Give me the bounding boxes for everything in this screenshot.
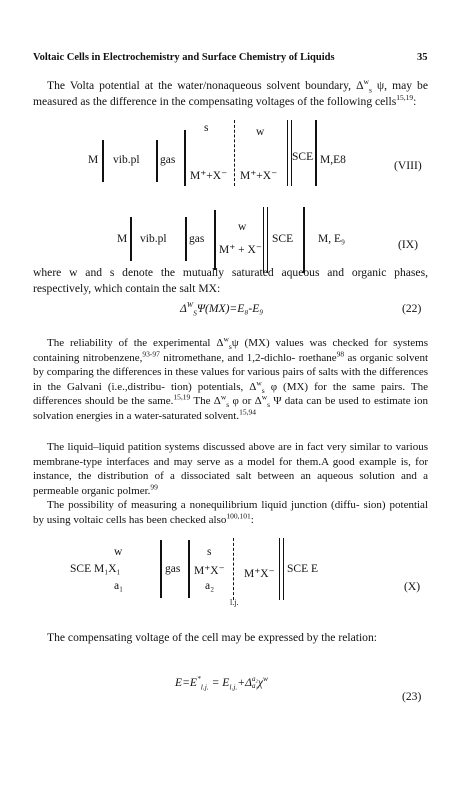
cell-viii-s: s bbox=[204, 122, 209, 134]
cell-x-a1: a₁ bbox=[114, 580, 124, 592]
cell-viii-vibpl: vib.pl bbox=[113, 154, 140, 166]
cell-x-s: s bbox=[207, 546, 212, 558]
cell-viii-salt-s: M⁺+X⁻ bbox=[190, 170, 228, 182]
paragraph-reliability: The reliability of the experimental $\Delta^w_s\psi$ (MX) values was checked for systems containing nitrobenzene,$^{93-97}$ nitromethane, and 1,2-dichlo- roethane$^{98}$ as organic solvent by comparing the differences in these values for various pairs of salts with the differences in the Galvani (i.e.,distribu- tion) potentials, $\Delta^w_s$ φ (MX) for the same pairs. The differences should be the same.$^{15,19}$ The $\Delta^w_s$ φ or $\Delta^w_s$ Ψ data can be used to estimate ion solvation energies in a water-saturated solvent.$^{15,94}$ bbox=[33, 334, 428, 422]
cell-ix-boundary bbox=[214, 210, 216, 270]
cell-viii-boundary bbox=[102, 140, 104, 182]
equation-23: $E=E^*_{l.j.} = E_{l.j.}+\Delta a_2$ $a_1\chi^w$ bbox=[175, 674, 268, 692]
cell-ix-salt-bridge bbox=[263, 207, 268, 273]
cell-viii-liquid-junction bbox=[234, 120, 235, 186]
cell-ix-boundary bbox=[303, 207, 305, 273]
cell-ix-electrode: M, E₉ bbox=[318, 233, 346, 245]
paragraph-phases: where w and s denote the mutually saturated aqueous and organic phases, respectively, which contain the salt MX: bbox=[33, 266, 428, 295]
cell-ix-gas: gas bbox=[189, 233, 205, 245]
running-header-title: Voltaic Cells in Electrochemistry and Surface Chemistry of Liquids bbox=[33, 52, 335, 63]
cell-ix-vibpl: vib.pl bbox=[140, 233, 167, 245]
para1-text-b: ψ, may be measured as the difference in the compensating voltages of the following cells bbox=[33, 79, 428, 108]
cell-x-label: (X) bbox=[404, 580, 421, 593]
cell-viii-w: w bbox=[256, 126, 265, 138]
cell-ix-sce: SCE bbox=[272, 233, 294, 245]
cell-viii-boundary bbox=[184, 130, 186, 186]
equation-23-label: (23) bbox=[402, 690, 422, 703]
cell-ix-boundary bbox=[185, 217, 187, 261]
cell-x-gas: gas bbox=[165, 563, 181, 575]
cell-x-liquid-junction bbox=[233, 538, 234, 600]
cell-ix-w: w bbox=[238, 221, 247, 233]
cell-x-sce-salt: SCE M₁X₁ bbox=[70, 563, 121, 575]
cell-viii-sce: SCE bbox=[292, 151, 314, 163]
cell-x-lj-label: l.j. bbox=[230, 598, 239, 607]
cell-viii-salt-w: M⁺+X⁻ bbox=[240, 170, 278, 182]
cell-ix-boundary bbox=[130, 217, 132, 261]
paragraph-liquid-junction: The possibility of measuring a nonequilibrium liquid junction (diffu- sion) potential by using voltaic cells has been checked also$^{100,101}$: bbox=[33, 499, 428, 526]
cell-viii-electrode: M,E8 bbox=[320, 154, 346, 166]
cell-viii-boundary bbox=[315, 120, 317, 186]
cell-x-salt-bridge bbox=[279, 538, 284, 600]
cell-ix-metal: M bbox=[117, 233, 128, 245]
cell-x-salt-2: M⁺X⁻ bbox=[244, 568, 275, 580]
paragraph-partition-systems: The liquid–liquid patition systems discussed above are in fact very similar to various membrane-type interfaces and may serve as a model for them.A good example is, for instance, the distribution of a dissociated salt between an aqueous solution and a permeable organic polmer.$^{99}$ bbox=[33, 441, 429, 497]
para1-text-a: The Volta potential at the water/nonaqueous solvent boundary, Δ bbox=[47, 79, 364, 92]
cell-ix-salt: M⁺ + X⁻ bbox=[219, 244, 262, 256]
cell-viii-label: (VIII) bbox=[394, 159, 422, 172]
para1-refs: 15,19 bbox=[396, 92, 414, 102]
equation-22: $\Delta^W_S\Psi(MX)=E_8-E_9$ bbox=[180, 300, 264, 318]
cell-x-a2: a₂ bbox=[205, 580, 215, 592]
cell-x-salt-s: M⁺X⁻ bbox=[194, 565, 225, 577]
cell-viii-boundary bbox=[156, 140, 158, 182]
page-number: 35 bbox=[417, 52, 428, 63]
cell-x-boundary bbox=[160, 540, 162, 598]
cell-x-w: w bbox=[114, 546, 123, 558]
paragraph-volta-potential: The Volta potential at the water/nonaqueous solvent boundary, $\Delta^w_s$ ψ, may be measured as the difference in the compensating voltages of the following cells$^{15,19}$: bbox=[33, 77, 428, 108]
equation-22-label: (22) bbox=[402, 302, 422, 315]
cell-viii-gas: gas bbox=[160, 154, 176, 166]
cell-viii-metal: M bbox=[88, 154, 99, 166]
cell-x-sce-e: SCE E bbox=[287, 563, 318, 575]
cell-ix-label: (IX) bbox=[398, 238, 418, 251]
paragraph-compensating-voltage: The compensating voltage of the cell may be expressed by the relation: bbox=[47, 631, 377, 644]
cell-x-boundary bbox=[188, 540, 190, 598]
